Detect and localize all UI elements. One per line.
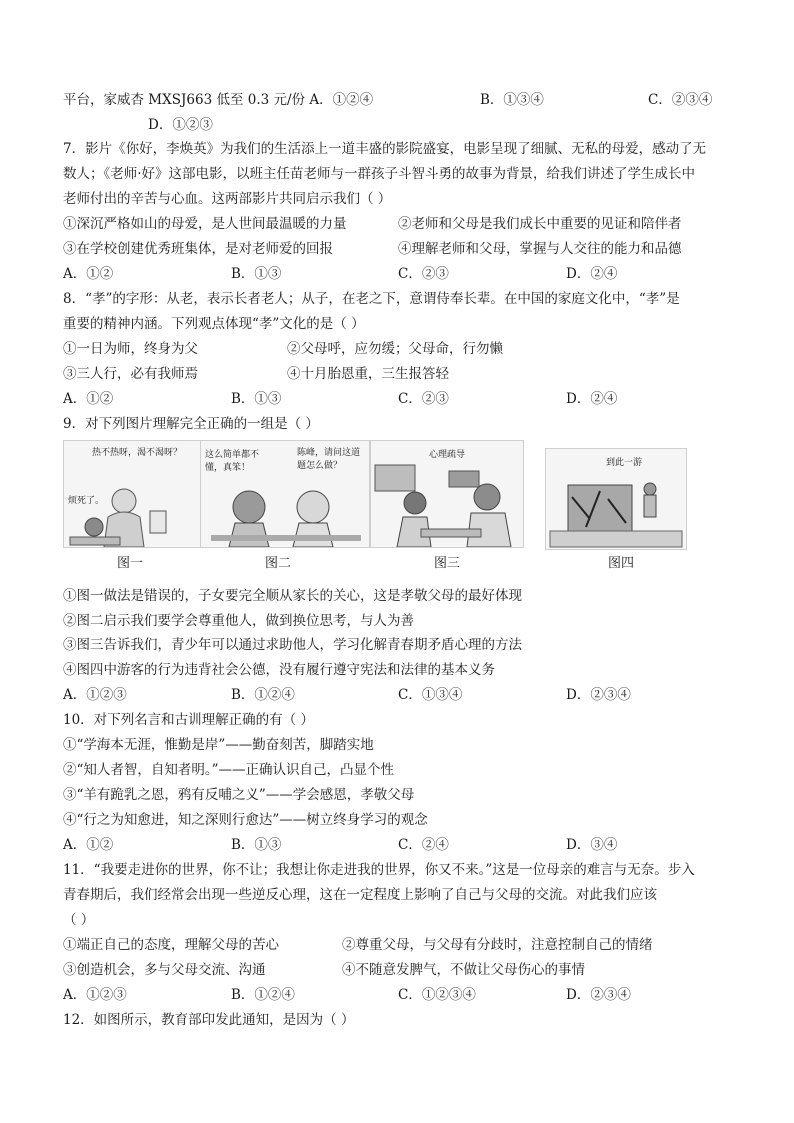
q7-item-2: ②老师和父母是我们成长中重要的见证和陪伴者 (398, 216, 682, 232)
picture-1-bubble-mother: 热不热呀，渴不渴呀？ (92, 448, 183, 458)
q7-item-3: ③在学校创建优秀班集体，是对老师爱的回报 (63, 241, 333, 257)
q10-item-3: ③“羊有跪乳之恩，鸦有反哺之义”——学会感恩，孝敬父母 (63, 787, 415, 803)
q7-option-a[interactable]: A．①② (63, 266, 114, 282)
q7-stem-line-3: 老师付出的辛苦与心血。这两部影片共同启示我们（ ） (63, 191, 392, 207)
q11-item-1: ①端正自己的态度，理解父母的苦心 (63, 937, 279, 953)
q9-item-1: ①图一做法是错误的，子女要完全顺从家长的关心，这是孝敬父母的最好体现 (63, 588, 522, 604)
q9-picture-4-caption: 图四 (608, 556, 635, 571)
q7-option-c[interactable]: C．②③ (398, 266, 449, 282)
q10-item-4: ④“行之为知愈进，知之深则行愈达”——树立终身学习的观念 (63, 812, 428, 828)
q11-item-2: ②尊重父母，与父母有分歧时，注意控制自己的情绪 (342, 937, 653, 953)
q10-item-2: ②“知人者智，自知者明。”——正确认识自己，凸显个性 (63, 762, 395, 778)
q9-option-b[interactable]: B．①②④ (231, 687, 295, 703)
q9-item-2: ②图二启示我们要学会尊重他人，做到换位思考，与人为善 (63, 613, 414, 629)
picture-1-bubble-child: 烦死了。 (68, 496, 105, 506)
q6-option-d[interactable]: D．①②③ (148, 117, 213, 133)
q7-item-1: ①深沉严格如山的母爱，是人世间最温暖的力量 (63, 216, 347, 232)
q11-option-d[interactable]: D．②③④ (566, 987, 631, 1003)
q11-stem-line-1: 11．“我要走进你的世界，你不让；我想让你走进我的世界，你又不来。”这是一位母亲的难言与无奈。步入 (63, 862, 695, 878)
q8-item-4: ④十月胎恩重，三生报答轻 (287, 366, 449, 382)
q6-option-c[interactable]: C．②③④ (648, 92, 713, 108)
picture-3-sign: 心理疏导 (429, 450, 466, 460)
q9-item-4: ④图四中游客的行为违背社会公德，没有履行遵守宪法和法律的基本义务 (63, 662, 495, 678)
q8-option-c[interactable]: C．②③ (398, 391, 449, 407)
q11-option-c[interactable]: C．①②③④ (398, 987, 476, 1003)
q9-stem: 9．对下列图片理解完全正确的一组是（ ） (63, 416, 319, 432)
q6-option-b[interactable]: B．①③④ (480, 92, 544, 108)
q11-option-a[interactable]: A．①②③ (63, 987, 127, 1003)
q8-item-3: ③三人行，必有我师焉 (63, 366, 198, 382)
q7-option-b[interactable]: B．①③ (231, 266, 282, 282)
q11-item-3: ③创造机会，多与父母交流、沟通 (63, 962, 266, 978)
q9-picture-1-caption: 图一 (117, 556, 144, 571)
q11-item-4: ④不随意发脾气，不做让父母伤心的事情 (342, 962, 585, 978)
q9-picture-2 (200, 440, 370, 548)
q9-item-3: ③图三告诉我们，青少年可以通过求助他人，学习化解青春期矛盾心理的方法 (63, 637, 522, 653)
picture-4-sign: 到此一游 (606, 458, 643, 468)
q8-option-a[interactable]: A．①② (63, 391, 114, 407)
q12-stem: 12．如图所示，教育部印发此通知，是因为（ ） (63, 1012, 355, 1028)
q6-line: 平台，家威杏 MXSJ663 低至 0.3 元/份 A．①②④ (63, 92, 374, 108)
picture-2-bubble-right: 陈峰，请问这道题怎么做？ (297, 448, 361, 471)
q9-option-a[interactable]: A．①②③ (63, 687, 127, 703)
q11-option-b[interactable]: B．①②④ (231, 987, 295, 1003)
q9-picture-3-caption: 图三 (434, 556, 461, 571)
q9-picture-1 (63, 440, 201, 548)
picture-2-bubble-left: 这么简单都不懂，真笨！ (205, 450, 260, 473)
q8-option-b[interactable]: B．①③ (231, 391, 282, 407)
q9-picture-2-caption: 图二 (265, 556, 292, 571)
q8-stem-line-1: 8．“孝”的字形：从老，表示长者老人；从子，在老之下，意谓侍奉长辈。在中国的家庭文化中，“孝”是 (63, 291, 680, 307)
q10-option-d[interactable]: D．③④ (566, 837, 618, 853)
q10-stem: 10．对下列名言和古训理解正确的有（ ） (63, 712, 314, 728)
q9-picture-3 (370, 440, 524, 548)
q7-stem-line-2: 数人；《老师·好》这部电影，以班主任苗老师与一群孩子斗智斗勇的故事为背景，给我们讲述了学生成长中 (63, 166, 696, 182)
q10-option-c[interactable]: C．②④ (398, 837, 449, 853)
q11-stem-line-3: （ ） (63, 912, 95, 928)
q8-option-d[interactable]: D．②④ (566, 391, 618, 407)
q7-option-d[interactable]: D．②④ (566, 266, 618, 282)
q9-picture-4 (545, 448, 687, 550)
q8-item-1: ①一日为师，终身为父 (63, 341, 198, 357)
q10-item-1: ①“学海本无涯，惟勤是岸”——勤奋刻苦，脚踏实地 (63, 737, 374, 753)
q7-item-4: ④理解老师和父母，掌握与人交往的能力和品德 (398, 241, 682, 257)
q8-stem-line-2: 重要的精神内涵。下列观点体现“孝”文化的是（ ） (63, 316, 365, 332)
q9-option-c[interactable]: C．①③④ (398, 687, 463, 703)
q10-option-b[interactable]: B．①③ (231, 837, 282, 853)
q10-option-a[interactable]: A．①② (63, 837, 114, 853)
q11-stem-line-2: 青春期后，我们经常会出现一些逆反心理，这在一定程度上影响了自己与父母的交流。对此我们应该 (63, 887, 657, 903)
q8-item-2: ②父母呼，应勿缓；父母命，行勿懒 (287, 341, 503, 357)
q9-option-d[interactable]: D．②③④ (566, 687, 631, 703)
q7-stem-line-1: 7．影片《你好，李焕英》为我们的生活添上一道丰盛的影院盛宴，电影呈现了细腻、无私的母爱，感动了无 (63, 141, 707, 157)
